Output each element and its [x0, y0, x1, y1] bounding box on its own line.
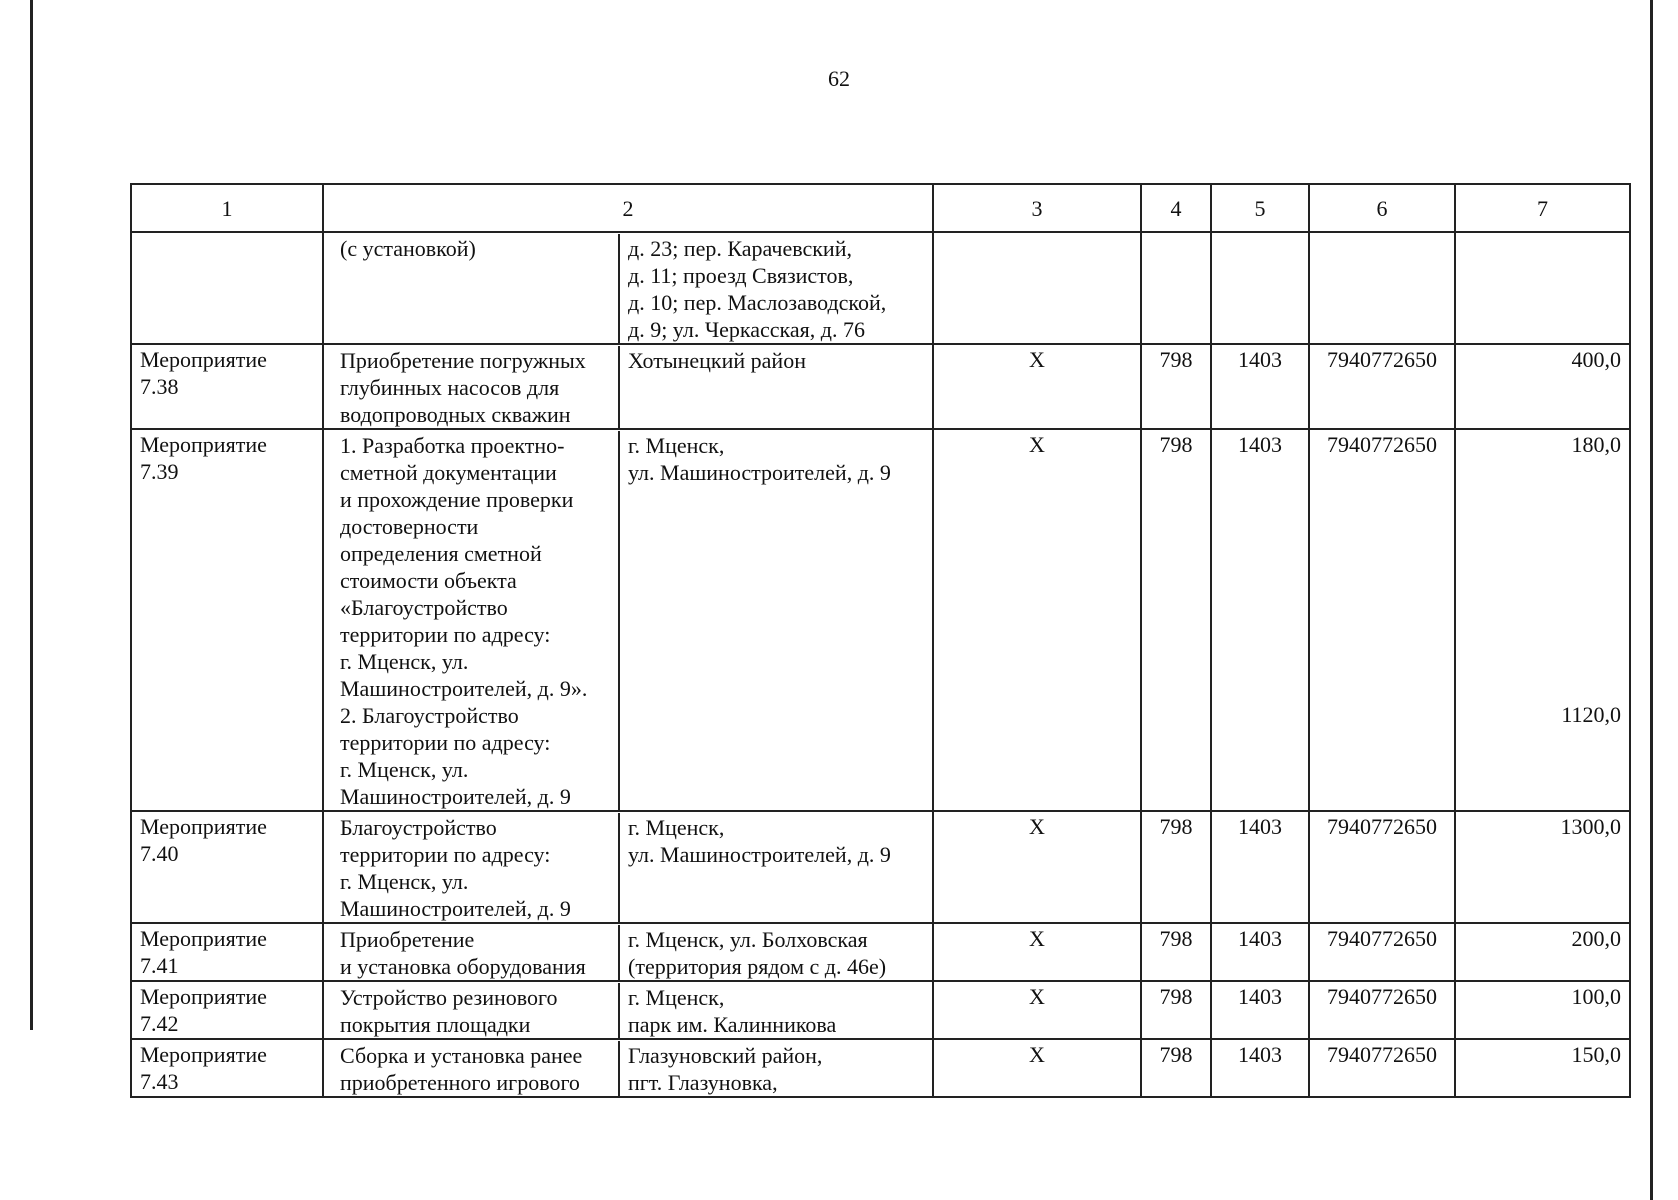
text-line: достоверности	[340, 514, 479, 539]
text-line: ул. Машиностроителей, д. 9	[628, 842, 891, 867]
text-line: г. Мценск,	[628, 433, 725, 458]
text-line: Машиностроителей, д. 9	[340, 896, 571, 921]
text-line: д. 9; ул. Черкасская, д. 76	[628, 317, 865, 342]
text-line: Мероприятие	[140, 926, 267, 951]
col6-cell: 7940772650	[1309, 923, 1455, 981]
col5-cell: 1403	[1211, 811, 1309, 923]
col4-cell: 798	[1141, 811, 1211, 923]
id-cell	[131, 811, 323, 923]
description-cell	[323, 344, 933, 429]
continuation-address	[618, 234, 924, 343]
description-cell	[323, 232, 933, 344]
description-cell	[323, 811, 933, 923]
text-line: Машиностроителей, д. 9».	[340, 676, 588, 701]
col7-cell	[1455, 923, 1630, 981]
col3-cell: X	[933, 811, 1141, 923]
col5-cell: 1403	[1211, 923, 1309, 981]
measure-address	[618, 431, 924, 810]
text-line: Приобретение погружных	[340, 348, 586, 373]
id-cell	[131, 344, 323, 429]
amount-value: 1120,0	[1561, 702, 1621, 727]
col4-cell: 798	[1141, 429, 1211, 811]
page-number: 62	[828, 66, 850, 91]
text-line: глубинных насосов для	[340, 375, 560, 400]
id-cell	[131, 429, 323, 811]
header-cell: 7	[1455, 184, 1630, 232]
col7-cell	[1455, 981, 1630, 1039]
col6-cell: 7940772650	[1309, 344, 1455, 429]
col6-cell: 7940772650	[1309, 1039, 1455, 1097]
text-line: и установка оборудования	[340, 954, 586, 979]
text-line: г. Мценск, ул.	[340, 869, 469, 894]
text-line: 7.39	[140, 459, 179, 484]
header-cell: 6	[1309, 184, 1455, 232]
text-line: д. 23; пер. Карачевский,	[628, 236, 852, 261]
header-cell: 3	[933, 184, 1141, 232]
text-line: 7.38	[140, 374, 179, 399]
col5-cell: 1403	[1211, 981, 1309, 1039]
measure-address	[618, 925, 924, 980]
amount-value: 180,0	[1571, 432, 1621, 457]
text-line: 7.41	[140, 953, 179, 978]
col6-cell: 7940772650	[1309, 429, 1455, 811]
text-line: 7.42	[140, 1011, 179, 1036]
col3-cell: X	[933, 429, 1141, 811]
text-line: и прохождение проверки	[340, 487, 574, 512]
col4-cell: 798	[1141, 923, 1211, 981]
text-line: водопроводных скважин	[340, 402, 571, 427]
col3-cell: X	[933, 923, 1141, 981]
measure-address	[618, 1041, 924, 1096]
text-line: территории по адресу:	[340, 622, 551, 647]
text-line: (территория рядом с д. 46е)	[628, 954, 887, 979]
col3-cell	[933, 232, 1141, 344]
col3-cell: X	[933, 981, 1141, 1039]
text-line: г. Мценск, ул. Болховская	[628, 927, 868, 952]
text-line: 7.43	[140, 1069, 179, 1094]
amount-value: 150,0	[1571, 1042, 1621, 1067]
col6-cell: 7940772650	[1309, 811, 1455, 923]
text-line: (с установкой)	[340, 236, 476, 261]
continuation-row	[131, 232, 1630, 344]
header-row	[131, 184, 1630, 232]
col7-cell	[1455, 811, 1630, 923]
text-line: 1. Разработка проектно-	[340, 433, 565, 458]
table-row	[131, 344, 1630, 429]
id-cell	[131, 232, 323, 344]
id-cell	[131, 981, 323, 1039]
col4-cell: 798	[1141, 344, 1211, 429]
description-cell	[323, 429, 933, 811]
text-line: Мероприятие	[140, 347, 267, 372]
text-line: 7.40	[140, 841, 179, 866]
budget-table	[130, 183, 1631, 1098]
text-line: Устройство резинового	[340, 985, 558, 1010]
col7-cell	[1455, 429, 1630, 811]
table-row	[131, 981, 1630, 1039]
continuation-name	[332, 234, 618, 343]
text-line: территории по адресу:	[340, 842, 551, 867]
col4-cell	[1141, 232, 1211, 344]
measure-address	[618, 813, 924, 922]
measure-address	[618, 346, 924, 428]
col4-cell: 798	[1141, 1039, 1211, 1097]
measure-address	[618, 983, 924, 1038]
table-row	[131, 429, 1630, 811]
description-cell	[323, 923, 933, 981]
text-line: Благоустройство	[340, 815, 497, 840]
text-line: Глазуновский район,	[628, 1043, 823, 1068]
col3-cell: X	[933, 344, 1141, 429]
amount-value: 400,0	[1571, 347, 1621, 372]
text-line: Приобретение	[340, 927, 475, 952]
text-line: Мероприятие	[140, 1042, 267, 1067]
id-cell	[131, 923, 323, 981]
text-line: 2. Благоустройство	[340, 703, 519, 728]
col5-cell	[1211, 232, 1309, 344]
text-line: д. 10; пер. Маслозаводской,	[628, 290, 887, 315]
text-line: сметной документации	[340, 460, 557, 485]
text-line: ул. Машиностроителей, д. 9	[628, 460, 891, 485]
text-line: определения сметной	[340, 541, 542, 566]
amount-value: 100,0	[1571, 984, 1621, 1009]
text-line: стоимости объекта	[340, 568, 517, 593]
text-line: Мероприятие	[140, 984, 267, 1009]
measure-name	[332, 813, 618, 922]
col6-cell: 7940772650	[1309, 981, 1455, 1039]
col5-cell: 1403	[1211, 344, 1309, 429]
text-line: парк им. Калинникова	[628, 1012, 837, 1037]
scan-edge-left	[30, 0, 33, 1030]
col7-cell	[1455, 344, 1630, 429]
col3-cell: X	[933, 1039, 1141, 1097]
table-row	[131, 923, 1630, 981]
amount-value: 200,0	[1571, 926, 1621, 951]
id-cell	[131, 1039, 323, 1097]
col7-cell	[1455, 1039, 1630, 1097]
header-cell: 2	[323, 184, 933, 232]
text-line: г. Мценск,	[628, 815, 725, 840]
table-row	[131, 1039, 1630, 1097]
description-cell	[323, 1039, 933, 1097]
col7-cell	[1455, 232, 1630, 344]
measure-name	[332, 983, 618, 1038]
text-line: г. Мценск, ул.	[340, 757, 469, 782]
measure-name	[332, 925, 618, 980]
text-line: Хотынецкий район	[628, 348, 806, 373]
col5-cell: 1403	[1211, 429, 1309, 811]
col4-cell: 798	[1141, 981, 1211, 1039]
text-line: д. 11; проезд Связистов,	[628, 263, 854, 288]
text-line: «Благоустройство	[340, 595, 508, 620]
header-cell: 5	[1211, 184, 1309, 232]
scan-edge-right	[1650, 0, 1653, 1200]
col6-cell	[1309, 232, 1455, 344]
measure-name	[332, 431, 618, 810]
text-line: г. Мценск, ул.	[340, 649, 469, 674]
amount-value: 1300,0	[1560, 814, 1621, 839]
measure-name	[332, 346, 618, 428]
description-cell	[323, 981, 933, 1039]
text-line: территории по адресу:	[340, 730, 551, 755]
text-line: приобретенного игрового	[340, 1070, 580, 1095]
text-line: Машиностроителей, д. 9	[340, 784, 571, 809]
header-cell: 4	[1141, 184, 1211, 232]
text-line: Сборка и установка ранее	[340, 1043, 583, 1068]
col5-cell: 1403	[1211, 1039, 1309, 1097]
text-line: г. Мценск,	[628, 985, 725, 1010]
table-row	[131, 811, 1630, 923]
text-line: Мероприятие	[140, 814, 267, 839]
header-cell: 1	[131, 184, 323, 232]
text-line: покрытия площадки	[340, 1012, 531, 1037]
measure-name	[332, 1041, 618, 1096]
text-line: пгт. Глазуновка,	[628, 1070, 778, 1095]
text-line: Мероприятие	[140, 432, 267, 457]
